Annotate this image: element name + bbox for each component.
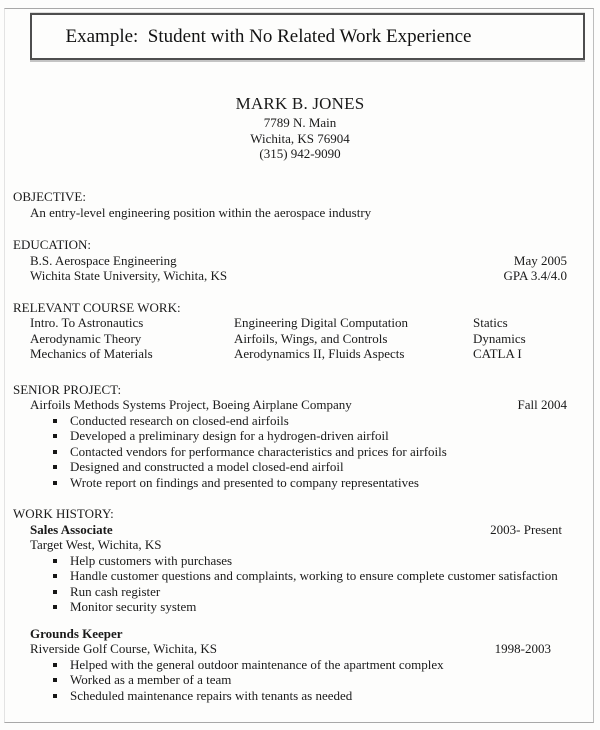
objective-text: An entry-level engineering position within the aerospace industry	[30, 204, 372, 220]
course-item: Mechanics of Materials	[30, 346, 153, 361]
bullet-square-icon	[53, 694, 57, 698]
bullet-text: Monitor security system	[70, 599, 197, 614]
course-item: Aerodynamic Theory	[30, 330, 142, 346]
course-item: Intro. To Astronautics	[30, 315, 144, 330]
course-item: Engineering Digital Computation	[234, 315, 409, 330]
bullet-square-icon	[53, 559, 57, 563]
bullet-text: Handle customer questions and complaints, working to ensure complete customer satisfaction	[70, 568, 558, 583]
job-title: Sales Associate	[30, 521, 113, 537]
objective-heading: OBJECTIVE:	[13, 189, 86, 204]
list-item	[13, 568, 567, 584]
list-item	[13, 553, 567, 569]
contact-name: MARK B. JONES	[235, 94, 365, 113]
bullet-text: Helped with the general outdoor maintenance of the apartment complex	[70, 656, 444, 672]
section-senior-project	[13, 382, 567, 491]
bullet-square-icon	[53, 450, 57, 454]
list-item	[13, 657, 567, 673]
bullet-square-icon	[53, 434, 57, 438]
bullet-square-icon	[53, 465, 57, 469]
coursework-heading: RELEVANT COURSE WORK:	[13, 299, 181, 315]
work-history-heading: WORK HISTORY:	[13, 506, 114, 521]
bullet-text: Worked as a member of a team	[70, 672, 232, 687]
list-item	[13, 413, 567, 429]
section-objective	[13, 189, 567, 220]
list-item	[13, 475, 567, 491]
section-education	[13, 237, 567, 284]
job-date: 2003- Present	[490, 521, 562, 537]
bullet-text: Conducted research on closed-end airfoils	[70, 412, 289, 428]
coursework-row	[13, 331, 567, 347]
bullet-square-icon	[53, 663, 57, 667]
list-item	[13, 672, 567, 688]
job-entry	[13, 626, 567, 704]
banner-box	[30, 13, 585, 60]
section-work-history	[13, 506, 567, 703]
bullet-square-icon	[53, 481, 57, 485]
course-item: Aerodynamics II, Fluids Aspects	[234, 346, 405, 361]
contact-address-line1: 7789 N. Main	[263, 115, 337, 130]
course-item: Dynamics	[473, 330, 526, 346]
course-item: CATLA I	[473, 346, 522, 361]
bullet-text: Help customers with purchases	[70, 552, 233, 568]
list-item	[13, 584, 567, 600]
contact-phone: (315) 942-9090	[259, 146, 341, 161]
list-item	[13, 444, 567, 460]
bullet-text: Designed and constructed a model closed-end airfoil	[70, 459, 344, 474]
senior-project-title: Airfoils Methods Systems Project, Boeing Airplane Company	[30, 397, 352, 412]
bullet-text: Scheduled maintenance repairs with tenants as needed	[70, 687, 353, 703]
senior-project-title-row	[13, 397, 567, 413]
contact-block	[0, 94, 600, 162]
resume-body	[13, 189, 567, 703]
banner-title: Example: Student with No Related Work Experience	[65, 25, 472, 47]
education-degree-date: May 2005	[513, 252, 567, 268]
job-employer: Target West, Wichita, KS	[30, 537, 162, 552]
job-entry	[13, 522, 567, 615]
list-item	[13, 459, 567, 475]
education-heading: EDUCATION:	[13, 237, 91, 252]
job-employer: Riverside Golf Course, Wichita, KS	[30, 641, 217, 656]
senior-project-date: Fall 2004	[517, 397, 567, 412]
job-date: 1998-2003	[494, 641, 551, 656]
list-item	[13, 599, 567, 615]
bullet-text: Wrote report on findings and presented to company representatives	[70, 474, 419, 490]
bullet-square-icon	[53, 605, 57, 609]
course-item: Statics	[473, 315, 508, 330]
senior-project-heading: SENIOR PROJECT:	[13, 381, 122, 397]
bullet-square-icon	[53, 419, 57, 423]
bullet-square-icon	[53, 574, 57, 578]
bullet-square-icon	[53, 590, 57, 594]
bullet-square-icon	[53, 678, 57, 682]
coursework-row	[13, 315, 567, 331]
job-employer-row	[13, 641, 567, 657]
coursework-row	[13, 346, 567, 362]
list-item	[13, 428, 567, 444]
job-title: Grounds Keeper	[30, 625, 123, 641]
education-school: Wichita State University, Wichita, KS	[30, 268, 228, 283]
education-degree-row	[13, 253, 567, 269]
list-item	[13, 688, 567, 704]
bullet-text: Run cash register	[70, 583, 161, 599]
bullet-text: Contacted vendors for performance characteristics and prices for airfoils	[70, 443, 447, 459]
course-item: Airfoils, Wings, and Controls	[234, 330, 388, 346]
contact-address-line2: Wichita, KS 76904	[250, 130, 350, 146]
education-gpa: GPA 3.4/4.0	[503, 268, 567, 283]
job-title-row	[13, 522, 567, 538]
section-coursework	[13, 300, 567, 362]
bullet-text: Developed a preliminary design for a hydrogen-driven airfoil	[70, 428, 389, 443]
education-degree: B.S. Aerospace Engineering	[30, 252, 177, 268]
education-school-row	[13, 268, 567, 284]
